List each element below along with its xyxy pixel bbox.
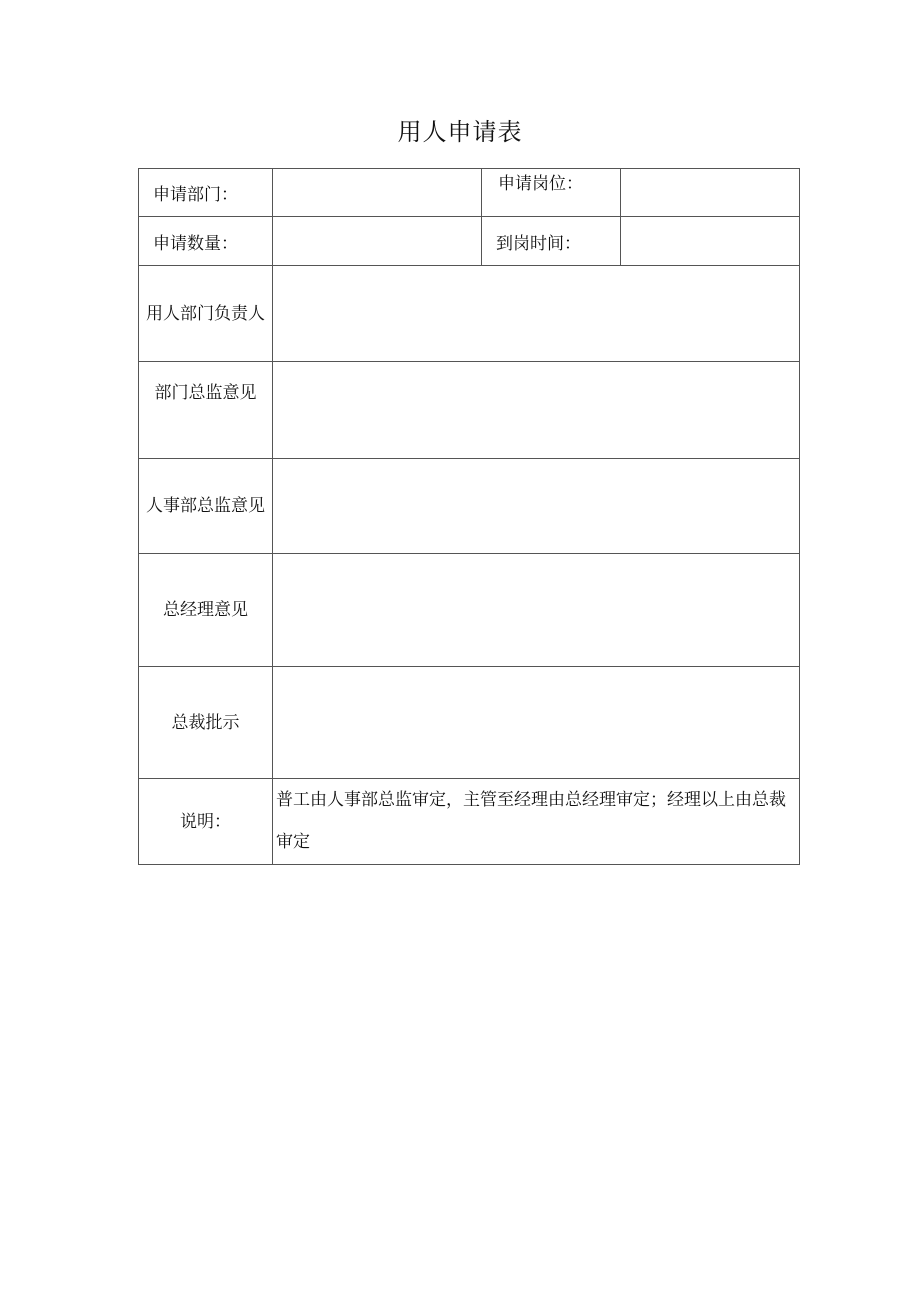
application-form-table [138,168,800,865]
dept-director-label: 部门总监意见 [139,362,273,459]
president-label: 总裁批示 [139,667,273,779]
president-field[interactable] [273,667,800,779]
note-text: 普工由人事部总监审定，主管至经理由总经理审定；经理以上由总裁审定 [273,779,800,865]
form-row-note [139,779,800,865]
note-label: 说明： [139,779,273,865]
gm-field[interactable] [273,554,800,667]
position-label: 申请岗位： [482,169,621,217]
count-field[interactable] [273,217,482,266]
form-row-count [139,217,800,266]
dept-director-field[interactable] [273,362,800,459]
form-row-department [139,169,800,217]
form-row-dept-director [139,362,800,459]
form-row-gm [139,554,800,667]
form-row-dept-head [139,266,800,362]
form-row-president [139,667,800,779]
hr-director-field[interactable] [273,459,800,554]
department-label: 申请部门： [139,169,273,217]
hr-director-label: 人事部总监意见 [139,459,273,554]
page-title: 用人申请表 [397,118,523,146]
gm-label: 总经理意见 [139,554,273,667]
arrival-time-label: 到岗时间： [482,217,621,266]
form-row-hr-director [139,459,800,554]
position-field[interactable] [621,169,800,217]
department-field[interactable] [273,169,482,217]
dept-head-label: 用人部门负责人 [139,266,273,362]
arrival-time-field[interactable] [621,217,800,266]
dept-head-field[interactable] [273,266,800,362]
count-label: 申请数量： [139,217,273,266]
